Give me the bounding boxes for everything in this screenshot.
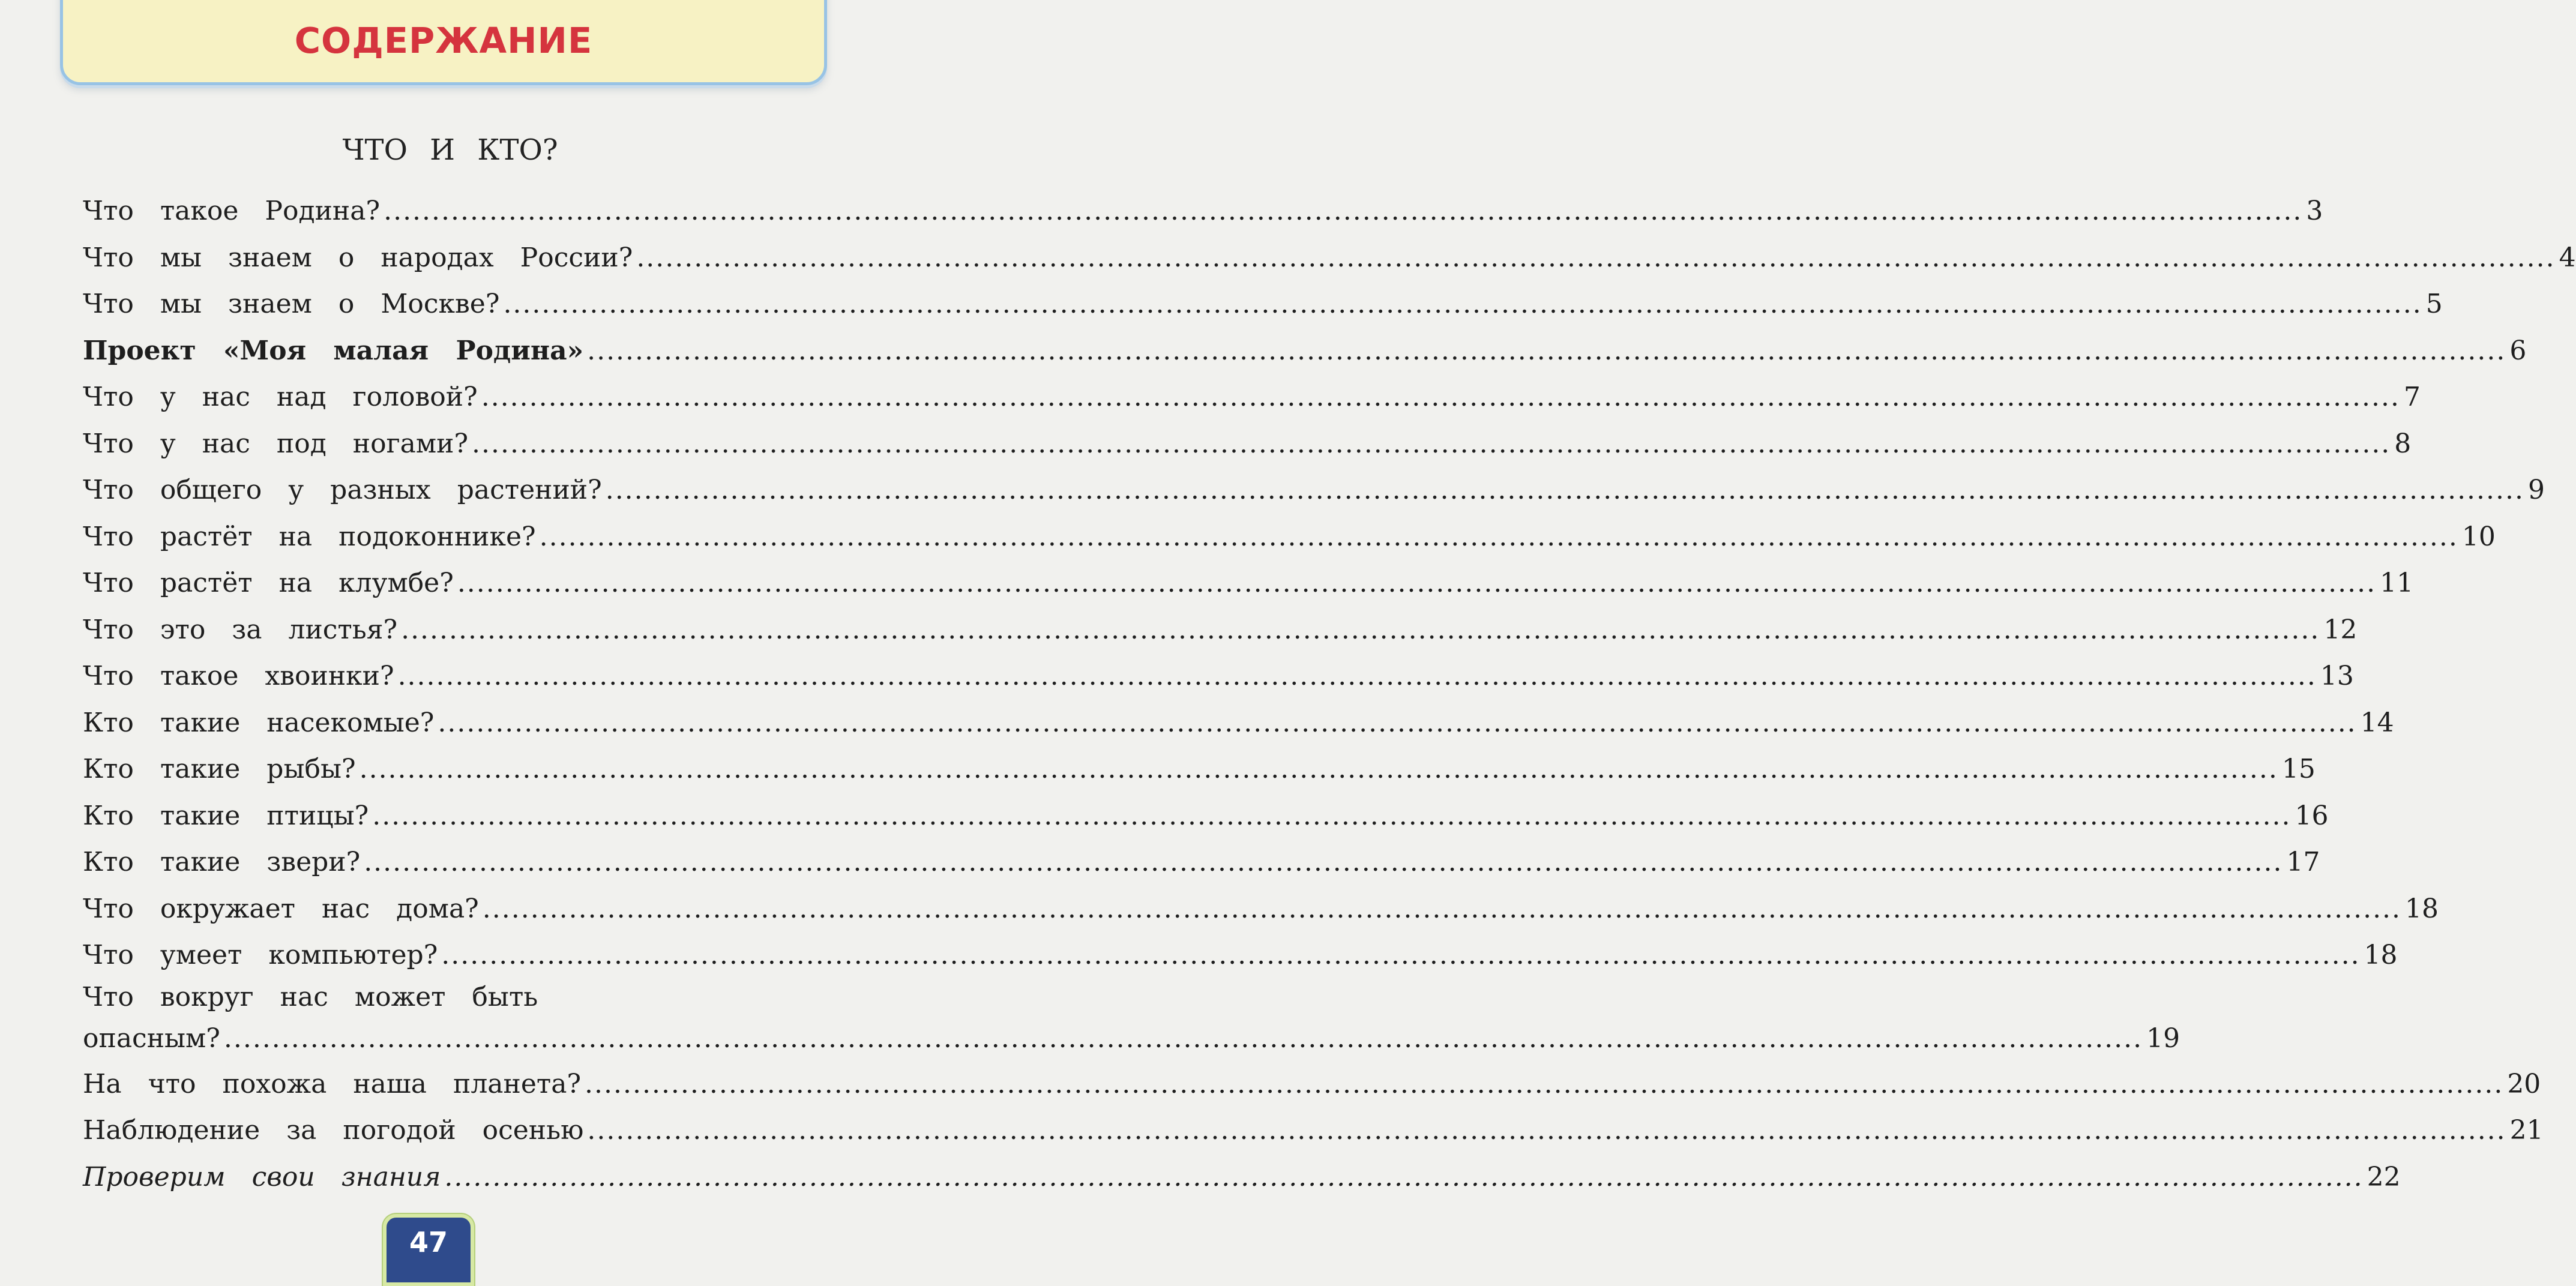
toc-entry-title: Проверим свои знания bbox=[83, 1161, 441, 1192]
toc-entry-page: 21 bbox=[2509, 1115, 2544, 1146]
dot-leader: ........................................................................................................................................................................................................ bbox=[364, 847, 2283, 877]
toc-entry-page: 8 bbox=[2394, 428, 2412, 459]
dot-leader: ........................................................................................................................................................................................................ bbox=[503, 289, 2422, 319]
toc-entry-page: 18 bbox=[2364, 940, 2398, 970]
toc-entry-title: Что вокруг нас может быть bbox=[83, 981, 538, 1012]
toc-entry-title-continued: опасным? bbox=[83, 1023, 220, 1054]
dot-leader: ........................................................................................................................................................................................................ bbox=[605, 475, 2524, 505]
dot-leader: ........................................................................................................................................................................................................ bbox=[397, 661, 2317, 691]
dot-leader: ........................................................................................................................................................................................................ bbox=[441, 940, 2361, 970]
toc-entry[interactable] bbox=[83, 886, 2439, 933]
toc-entry-page: 14 bbox=[2360, 707, 2394, 738]
dot-leader: ........................................................................................................................................................................................................ bbox=[401, 614, 2320, 645]
dot-leader: ........................................................................................................................................................................................................ bbox=[223, 1023, 2143, 1054]
toc-entry-title: Что растёт на подоконнике? bbox=[83, 521, 536, 552]
toc-entry[interactable] bbox=[83, 281, 2443, 328]
toc-entry[interactable] bbox=[83, 839, 2320, 886]
toc-entry-title: Кто такие звери? bbox=[83, 847, 361, 877]
table-of-contents bbox=[83, 188, 2576, 1200]
dot-leader: ........................................................................................................................................................................................................ bbox=[457, 568, 2377, 598]
toc-entry-page: 10 bbox=[2461, 521, 2496, 552]
dot-leader: ........................................................................................................................................................................................................ bbox=[585, 1068, 2504, 1099]
toc-entry[interactable] bbox=[83, 979, 2180, 1061]
dot-leader: ........................................................................................................................................................................................................ bbox=[587, 335, 2506, 366]
dot-leader: ........................................................................................................................................................................................................ bbox=[438, 707, 2357, 738]
toc-entry-title: На что похожа наша планета? bbox=[83, 1068, 582, 1099]
toc-entry-page: 12 bbox=[2323, 614, 2358, 645]
header-banner bbox=[60, 0, 827, 85]
dot-leader: ........................................................................................................................................................................................................ bbox=[359, 754, 2278, 784]
toc-entry[interactable] bbox=[83, 793, 2329, 840]
toc-entry-page: 3 bbox=[2306, 196, 2323, 226]
toc-entry[interactable] bbox=[83, 467, 2545, 514]
toc-entry[interactable] bbox=[83, 560, 2414, 607]
toc-entry-page: 13 bbox=[2320, 661, 2354, 691]
toc-entry-page: 4 bbox=[2559, 242, 2576, 273]
toc-entry-page: 20 bbox=[2507, 1068, 2541, 1099]
toc-entry-page: 5 bbox=[2425, 289, 2443, 319]
toc-entry[interactable] bbox=[83, 188, 2323, 235]
dot-leader: ........................................................................................................................................................................................................ bbox=[587, 1115, 2506, 1146]
toc-entry-page: 22 bbox=[2367, 1161, 2401, 1192]
toc-entry[interactable] bbox=[83, 514, 2496, 560]
toc-entry[interactable] bbox=[83, 607, 2358, 654]
toc-entry-title: Что мы знаем о народах России? bbox=[83, 242, 633, 273]
toc-entry-page: 15 bbox=[2281, 754, 2316, 784]
toc-entry-title: Наблюдение за погодой осенью bbox=[83, 1115, 584, 1146]
toc-entry-page: 19 bbox=[2146, 1023, 2180, 1054]
toc-entry[interactable] bbox=[83, 746, 2316, 793]
toc-entry-title: Что общего у разных растений? bbox=[83, 475, 602, 505]
toc-entry-title: Кто такие птицы? bbox=[83, 800, 369, 831]
dot-leader: ........................................................................................................................................................................................................ bbox=[636, 242, 2556, 273]
toc-entry-page: 17 bbox=[2286, 847, 2320, 877]
toc-entry[interactable] bbox=[83, 1154, 2401, 1201]
toc-entry-page: 9 bbox=[2527, 475, 2545, 505]
toc-entry-title: Кто такие рыбы? bbox=[83, 754, 356, 784]
toc-entry-title: Кто такие насекомые? bbox=[83, 707, 435, 738]
toc-entry-title: Что растёт на клумбе? bbox=[83, 568, 454, 598]
toc-entry[interactable] bbox=[83, 932, 2398, 979]
toc-entry-title: Что это за листья? bbox=[83, 614, 398, 645]
toc-entry-title: Что у нас над головой? bbox=[83, 382, 478, 412]
toc-entry-page: 16 bbox=[2295, 800, 2329, 831]
toc-entry[interactable] bbox=[83, 235, 2576, 281]
toc-entry-page: 6 bbox=[2509, 335, 2527, 366]
toc-entry[interactable] bbox=[83, 374, 2421, 421]
page-number-badge bbox=[383, 1214, 474, 1286]
toc-entry[interactable] bbox=[83, 653, 2354, 700]
toc-entry-page: 18 bbox=[2405, 893, 2439, 924]
page-number: 47 bbox=[409, 1226, 448, 1258]
toc-entry-page: 7 bbox=[2403, 382, 2421, 412]
toc-entry[interactable] bbox=[83, 328, 2527, 374]
dot-leader: ........................................................................................................................................................................................................ bbox=[472, 428, 2391, 459]
dot-leader: ........................................................................................................................................................................................................ bbox=[372, 800, 2292, 831]
toc-entry-title: Что такое хвоинки? bbox=[83, 661, 394, 691]
dot-leader: ........................................................................................................................................................................................................ bbox=[481, 382, 2400, 412]
toc-entry-title: Что мы знаем о Москве? bbox=[83, 289, 500, 319]
toc-entry-page: 11 bbox=[2380, 568, 2414, 598]
toc-entry-title: Что у нас под ногами? bbox=[83, 428, 469, 459]
dot-leader: ........................................................................................................................................................................................................ bbox=[482, 893, 2402, 924]
page-title: СОДЕРЖАНИЕ bbox=[294, 20, 593, 61]
toc-entry[interactable] bbox=[83, 1107, 2544, 1154]
toc-entry[interactable] bbox=[83, 421, 2412, 467]
toc-entry-title: Проект «Моя малая Родина» bbox=[83, 335, 584, 366]
section-title: ЧТО И КТО? bbox=[342, 133, 558, 167]
toc-entry[interactable] bbox=[83, 700, 2394, 747]
toc-entry-title: Что умеет компьютер? bbox=[83, 940, 438, 970]
toc-entry[interactable] bbox=[83, 1061, 2541, 1108]
dot-leader: ........................................................................................................................................................................................................ bbox=[384, 196, 2303, 226]
toc-entry-title: Что такое Родина? bbox=[83, 196, 381, 226]
dot-leader: ........................................................................................................................................................................................................ bbox=[444, 1161, 2364, 1192]
dot-leader: ........................................................................................................................................................................................................ bbox=[539, 521, 2458, 552]
toc-entry-title: Что окружает нас дома? bbox=[83, 893, 479, 924]
